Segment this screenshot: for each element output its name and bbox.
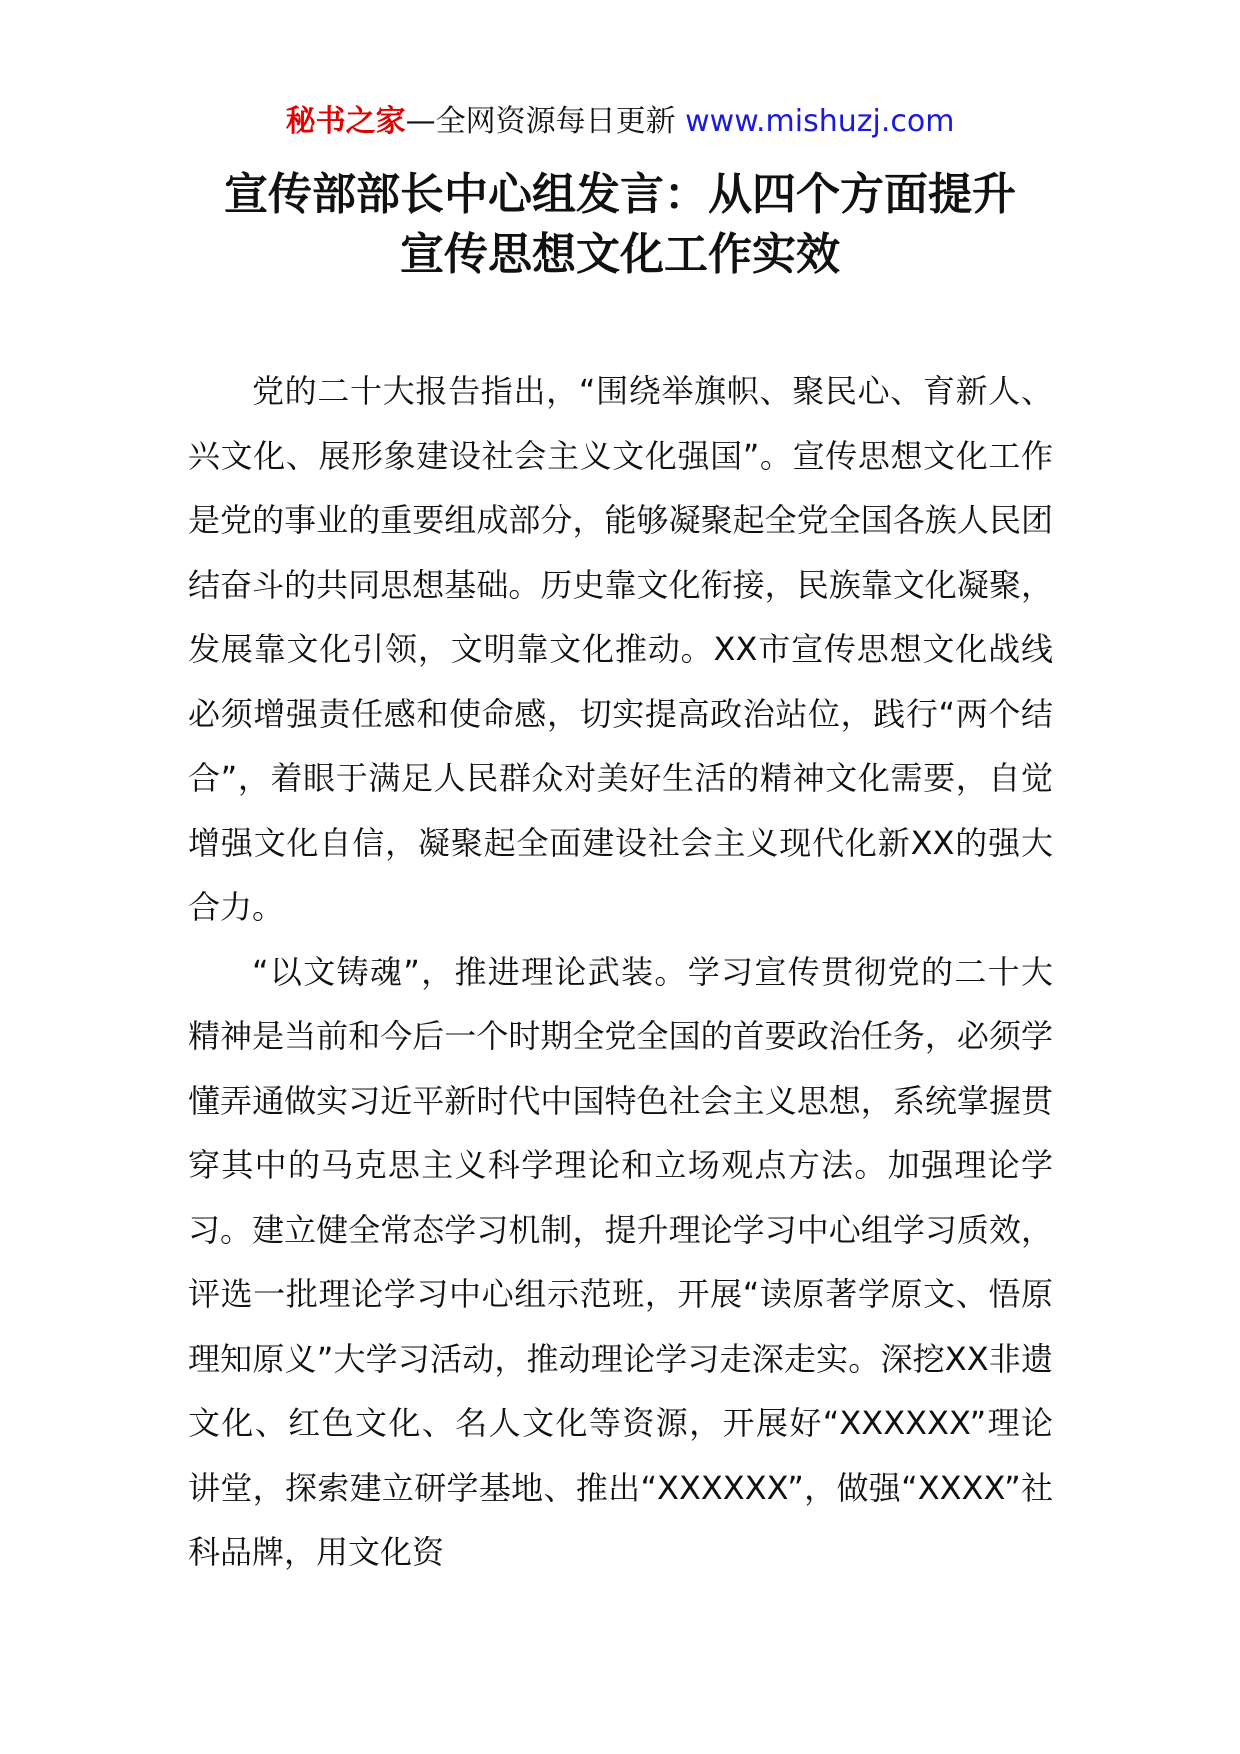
site-url-link[interactable]: www.mishuzj.com (685, 104, 955, 139)
title-line-1: 宣传部部长中心组发言：从四个方面提升 (224, 169, 1016, 220)
site-header (0, 102, 1240, 142)
site-brand: 秘书之家 (285, 104, 406, 139)
body-paragraph: 党的二十大报告指出，“围绕举旗帜、聚民心、育新人、兴文化、展形象建设社会主义文化强国”。宣传思想文化工作是党的事业的重要组成部分，能够凝聚起全党全国各族人民团结奋斗的共同思想基础。历史靠文化衔接，民族靠文化凝聚，发展靠文化引领，文明靠文化推动。XX市宣传思想文化战线必须增强责任感和使命感，切实提高政治站位，践行“两个结合”，着眼于满足人民群众对美好生活的精神文化需要，自觉增强文化自信，凝聚起全面建设社会主义现代化新XX的强大合力。 (188, 372, 1053, 926)
site-tagline: —全网资源每日更新 (405, 104, 676, 139)
body-paragraph: “以文铸魂”，推进理论武装。学习宣传贯彻党的二十大精神是当前和今后一个时期全党全国的首要政治任务，必须学懂弄通做实习近平新时代中国特色社会主义思想，系统掌握贯穿其中的马克思主义科学理论和立场观点方法。加强理论学习。建立健全常态学习机制，提升理论学习中心组学习质效，评选一批理论学习中心组示范班，开展“读原著学原文、悟原理知原义”大学习活动，推动理论学习走深走实。深挖XX非遗文化、红色文化、名人文化等资源，开展好“XXXXXX”理论讲堂，探索建立研学基地、推出“XXXXXX”，做强“XXXX”社科品牌，用文化资 (188, 952, 1053, 1571)
document-title (120, 165, 1120, 285)
document-body (188, 359, 1053, 1585)
title-line-2: 宣传思想文化工作实效 (400, 229, 840, 280)
